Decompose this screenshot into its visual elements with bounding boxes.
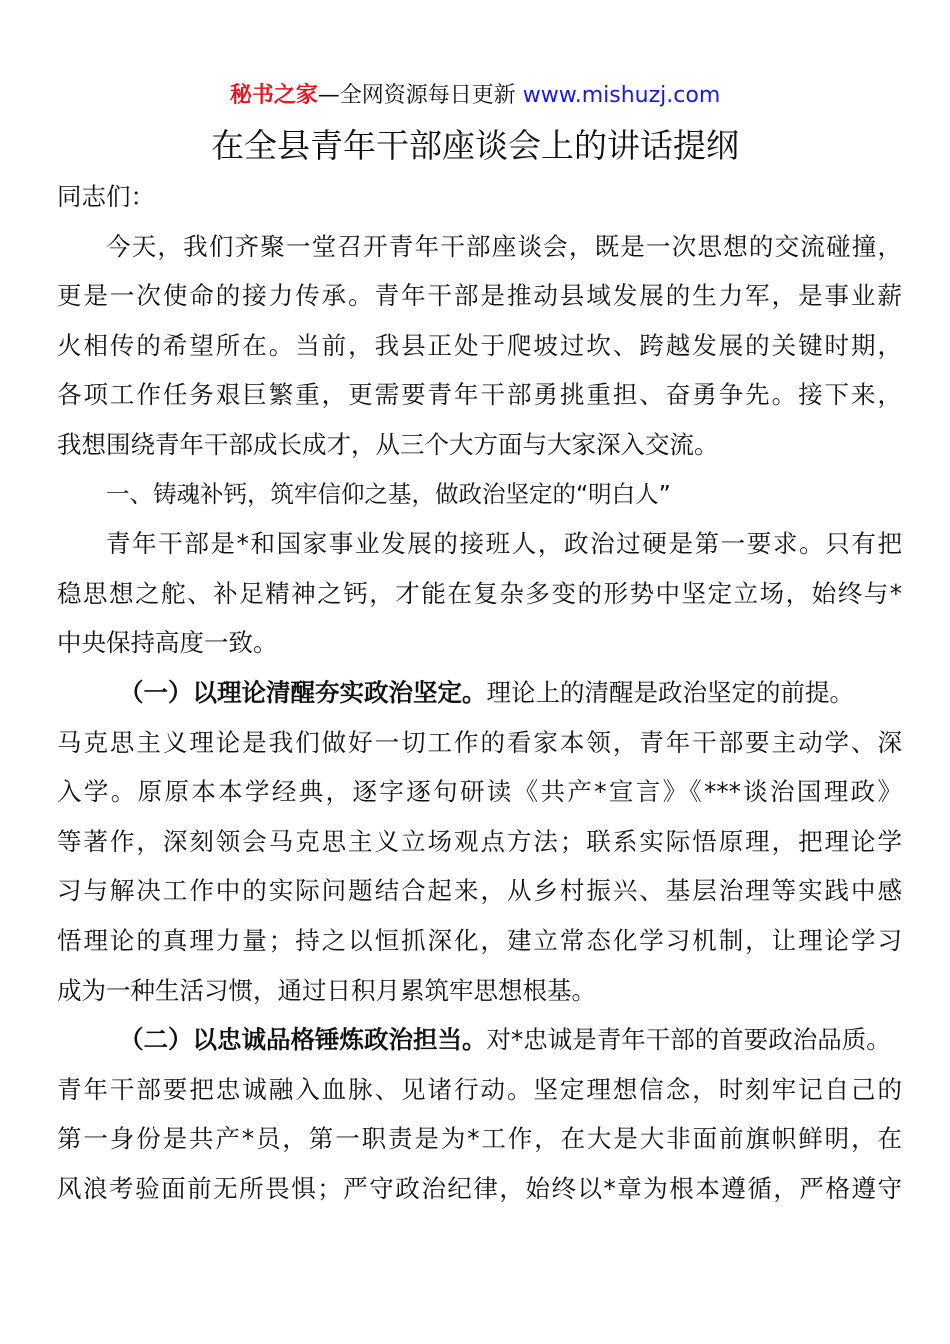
subsection-line: 风浪考验面前无所畏惧；严守政治纪律，始终以*章为根本遵循，严格遵守 [57,1173,902,1203]
intro-line: 各项工作任务艰巨繁重，更需要青年干部勇挑重担、奋勇争先。接下来， [57,380,902,410]
subsection-line: 成为一种生活习惯，通过日积月累筑牢思想根基。 [57,975,596,1005]
subsection-line: 等著作，深刻领会马克思主义立场观点方法；联系实际悟原理，把理论学 [57,826,902,856]
subsection-line: 第一身份是共产*员，第一职责是为*工作，在大是大非面前旗帜鲜明，在 [57,1124,902,1154]
header-dash: — [317,83,340,108]
brand-name: 秘书之家 [229,83,318,108]
subsection-line: 习与解决工作中的实际问题结合起来，从乡村振兴、基层治理等实践中感 [57,876,902,906]
subsection-line: 入学。原原本本学经典，逐字逐句研读《共产*宣言》《***谈治国理政》 [57,777,902,807]
document-title: 在全县青年干部座谈会上的讲话提纲 [211,126,739,165]
intro-line: 火相传的希望所在。当前，我县正处于爬坡过坎、跨越发展的关键时期， [57,330,902,360]
intro-line: 今天，我们齐聚一堂召开青年干部座谈会，既是一次思想的交流碰撞， [106,231,902,261]
intro-line: 我想围绕青年干部成长成才，从三个大方面与大家深入交流。 [57,429,719,459]
subsection-first-line [57,668,902,718]
subsection-lead: 理论上的清醒是政治坚定的前提。 [486,677,854,707]
section-line: 青年干部是*和国家事业发展的接班人，政治过硬是第一要求。只有把 [106,529,902,559]
section-line: 稳思想之舵、补足精神之钙，才能在复杂多变的形势中坚定立场，始终与* [57,578,902,608]
subsection-line: 马克思主义理论是我们做好一切工作的看家本领，青年干部要主动学、深 [57,727,902,757]
subsection-line: 青年干部要把忠诚融入血脉、见诸行动。坚定理想信念，时刻牢记自己的 [57,1074,902,1104]
intro-line: 更是一次使命的接力传承。青年干部是推动县域发展的生力军，是事业薪 [57,281,902,311]
subsection-heading: （二）以忠诚品格锤炼政治担当。 [119,1025,487,1055]
subsection-first-line [57,1015,902,1065]
document-body [57,172,902,1213]
subsection-heading: （一）以理论清醒夯实政治坚定。 [119,677,487,707]
subsection-lead: 对*忠诚是青年干部的首要政治品质。 [486,1025,891,1055]
section-heading: 一、铸魂补钙，筑牢信仰之基，做政治坚定的“明白人” [106,479,671,508]
section-line: 中央保持高度一致。 [57,628,278,658]
salutation: 同志们： [57,182,155,211]
header-slogan: 全网资源每日更新 [339,83,523,108]
site-header [0,80,950,112]
site-url: www.mishuzj.com [522,83,721,108]
subsection-line: 悟理论的真理力量；持之以恒抓深化，建立常态化学习机制，让理论学习 [57,925,902,955]
